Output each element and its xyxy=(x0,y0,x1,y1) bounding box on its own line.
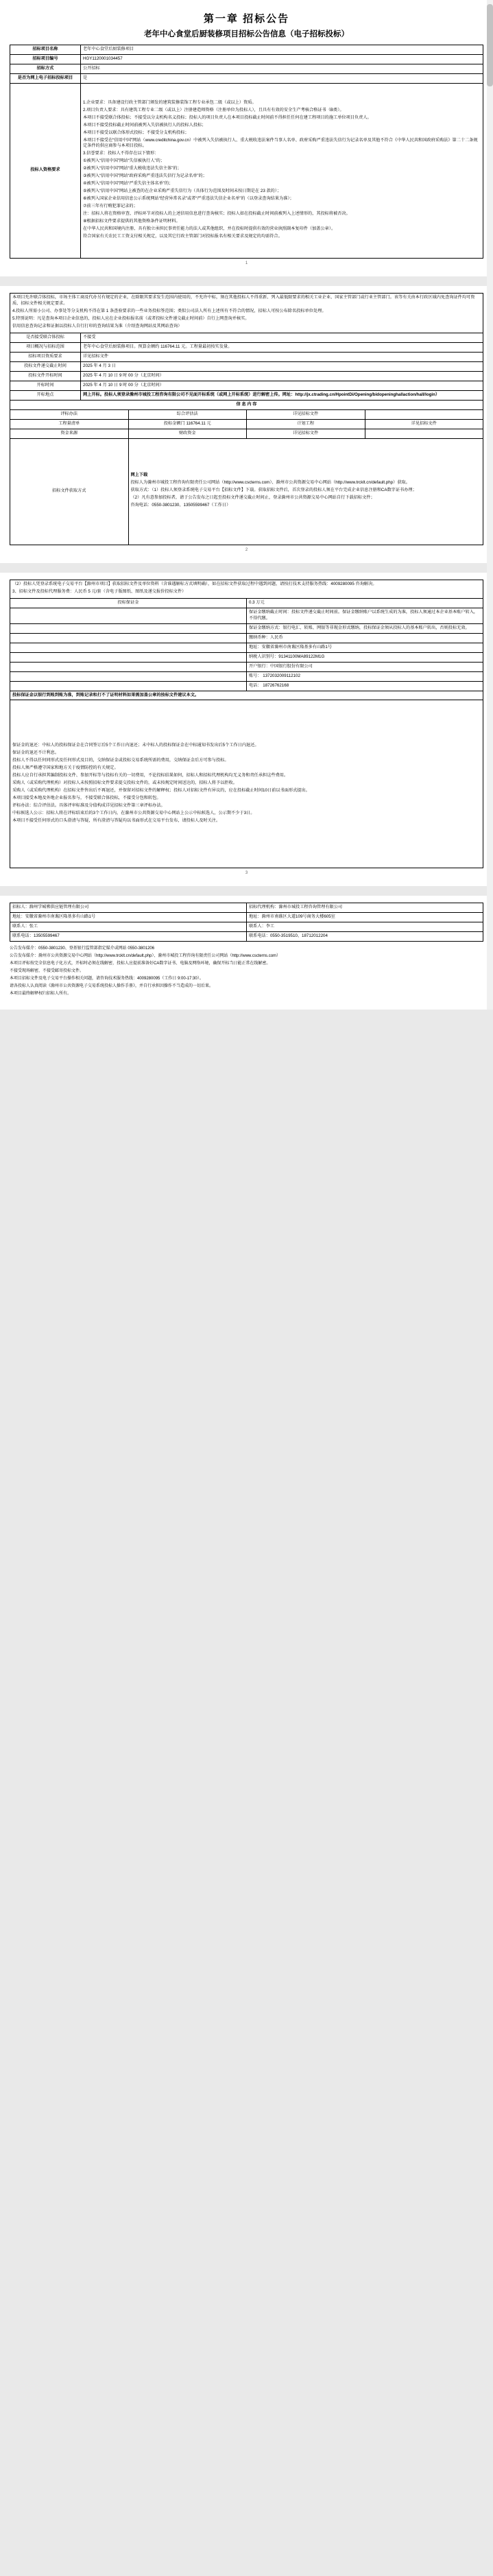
row-value: 地址：安徽省滁州市南谯区隆基多有山路1号 xyxy=(247,643,483,652)
row-value: 保证金缴纳方式：银行电汇、转账、网银等非现金形式缴纳，投标保证金须从投标人的基本账户转出，否则投标无效。 xyxy=(247,623,483,633)
table-header-row xyxy=(10,400,483,409)
paragraph: 5.特别说明：凡是查询本项目企业信息的，投标人应在企业投标报名前（或者投标文件递交截止时间前）自行上网查询并核实。 xyxy=(12,315,250,321)
row-label: 是否为网上电子招标投标项目 xyxy=(10,73,81,83)
table-row xyxy=(10,419,483,429)
paragraph: 保证金的退还不计利息。 xyxy=(12,750,60,756)
footer-notes xyxy=(10,942,483,997)
row-value: 是 xyxy=(81,73,483,83)
table-row xyxy=(10,691,483,700)
footer-line: 请各投标人认真阅读《滁州市公共资源电子交易系统投标人操作手册》，并自行承担因操作不当造成的一切后果。 xyxy=(10,984,214,989)
value: 13505599467 xyxy=(33,933,60,939)
row-label xyxy=(10,623,247,633)
value: 张工 xyxy=(29,924,38,929)
footer-line: 公告发布媒介：0550-3801230、登基银行监管部指定媒介或网站 0550-3801206 xyxy=(10,946,155,951)
row-label: 开标时间 xyxy=(10,381,81,390)
label: 联系人 xyxy=(249,924,262,929)
table-row xyxy=(10,381,483,390)
value: 0550-3519510、18712012204 xyxy=(269,933,328,939)
row-label: 招标项目编号 xyxy=(10,54,81,64)
row-label: 项目概况与招标范围 xyxy=(10,342,81,352)
qualification-item: 1.企业要求：具备建设行政主管部门颁发的建筑装修装饰工程专业承包二级（或以上）资质。 xyxy=(83,99,256,105)
row-label xyxy=(10,652,247,662)
bid-details-table xyxy=(10,333,483,401)
table-row xyxy=(10,73,483,83)
label: 联系电话 xyxy=(12,933,29,939)
deposit-table xyxy=(10,580,483,869)
row-value: 纳税人识别号：91341100MA89122M1G xyxy=(247,652,483,662)
footer-line: 不接受现场解密，不接受邮寄投标文件。 xyxy=(10,969,84,974)
row-label xyxy=(10,643,247,652)
cell xyxy=(365,429,483,438)
row-label: 投标文件开标时间 xyxy=(10,371,81,381)
row-value: 电话： 18726762168 xyxy=(247,681,483,691)
table-row xyxy=(10,361,483,371)
qualification-item: 在中华人民共和国境内注册、具有独立承担民事责任能力的法人或其他组织，并在投标时提供有效的营业执照副本复印件（加盖公章）。 xyxy=(83,226,336,232)
contact-left-3: 联系电话：13505599467 xyxy=(10,932,247,942)
cell: 计划工程 xyxy=(247,419,365,429)
cell: 资金来源 xyxy=(10,429,129,438)
label: 联系电话 xyxy=(249,933,266,939)
paragraph: 中标候选人公示：招标人将在评标结束后的3个工作日内，在滁州市公共资源交易中心网站上公示中标候选人，公示期不少于3日。 xyxy=(12,810,255,815)
qualification-item: ⑥被列入国家企业信用信息公示系统网站“经营异常名录”或者“严重违法失信企业名单”的（以登录查询结果为准）； xyxy=(83,196,294,202)
qualification-content xyxy=(81,83,483,258)
table-row xyxy=(10,409,483,419)
value: 安徽省滁州市南谯区隆基多有山路1号 xyxy=(25,914,96,920)
row-label: 招标项目资质要求 xyxy=(10,352,81,361)
continuation-cell xyxy=(10,293,483,333)
cell: 投标金额门 116764.11 元 xyxy=(128,419,247,429)
cell: 详见招标文件 xyxy=(247,429,365,438)
paragraph: 保证金的退还：中标人的投标保证金在合同签订后5个工作日内退还；未中标人的投标保证金在中标通知书发出后5个工作日内退还。 xyxy=(12,743,259,748)
qualification-item: 本项目不接受以联合体形式投标；不接受分支机构投标； xyxy=(83,130,189,135)
row-label xyxy=(10,681,247,691)
row-value: 老年中心食堂后厨装修项目。预算金额约 116764.11 元。工程量最初按实发量。 xyxy=(81,342,483,352)
paragraph: 采购人（或采购代理机构）在招标文件售出后不再退还，并保留对招标文件的解释权；投标人对招标文件有异议的，应在投标截止时间10日前以书面形式提出。 xyxy=(12,787,310,793)
qualification-item: ②被列入“信用中国”网站“重大税收违法失信主体”的； xyxy=(83,166,182,171)
project-info-table xyxy=(10,45,483,259)
row-value: 开户银行：中国银行股份有限公司 xyxy=(247,662,483,671)
cell: 综合评估法 xyxy=(128,409,247,419)
row-value: 账号： 1372032009112102 xyxy=(247,671,483,681)
acquire-content xyxy=(128,438,483,545)
evaluation-info-table xyxy=(10,400,483,545)
row-label: 投标保证金 xyxy=(10,598,247,608)
info-header: 信 息 内 容 xyxy=(10,400,483,409)
page-3 xyxy=(0,573,493,887)
contact-left-2: 联系人：张工 xyxy=(10,922,247,932)
acquire-line: 投标人为滁州市城投工程咨询有限责任公司网站（http://www.cscterns.com）、滁州市公共资源交易中心网站（http://www.trcklt.cn/default.php）获取。 xyxy=(130,480,410,486)
paragraph: 本项目接受本地及外地企业报名参与，不接受联合体投标，不接受分包和转包。 xyxy=(12,795,161,800)
label: 地址 xyxy=(249,914,258,920)
row-value: 公开招标 xyxy=(81,64,483,73)
contact-right-2: 联系人：李工 xyxy=(247,922,483,932)
table-row xyxy=(10,681,483,691)
page-number: 1 xyxy=(245,261,248,265)
footer-line: 本项目最终解释权归招标人所有。 xyxy=(10,992,72,997)
paragraph: 本项目不接受任何形式的口头澄清与答疑，所有澄清与答疑均以书面形式在交易平台发布，请投标人及时关注。 xyxy=(12,818,221,823)
cell xyxy=(365,409,483,419)
open-bid-note: 网上开标。投标人须登录滁州市城投工程咨询有限公司不见面开标系统（或网上开标系统）进行解密上传。网址：http://jx.ctrading.cn/HpointDi/Opening/bidopeninghallaction/hall/login） xyxy=(83,392,440,397)
table-row xyxy=(10,580,483,598)
acquire-continued xyxy=(10,580,483,598)
table-row xyxy=(10,643,483,652)
paragraph: （2）投标人凭登录系统电子交易平台【滁州市项目】获取招标文件及单位资料（含谁遇解标方式填明确），如在招标文件获取过程中遇到问题，请按打技术支持服务热线：4009280095 咨询解决。 xyxy=(12,581,377,586)
table-row xyxy=(10,333,483,342)
row-value: 缴纳币种：人民币 xyxy=(247,633,483,643)
cell: 评标办法 xyxy=(10,409,129,419)
table-row xyxy=(10,342,483,352)
row-value: 老年中心食堂后厨装修项目 xyxy=(81,45,483,55)
paragraph: 投标人须严格遵守国家和地方关于疫情防控的有关规定。 xyxy=(12,765,119,771)
table-row xyxy=(10,608,483,623)
continuation-table xyxy=(10,293,483,333)
acquire-line: （2）凡有意参加投标者，请于公告发布之日起至投标文件递交截止时间止，登录滁州市公共资源交易中心网站自行下载招标文件； xyxy=(130,495,375,501)
paragraph: 信用信息查询记录和证据以投标人自行打印的查询结果为准（介绍查询网站及其网站查询） xyxy=(12,323,182,329)
value: 滁州市南谯区大道109号商务大楼605室 xyxy=(261,914,335,920)
table-row xyxy=(10,633,483,643)
row-value: 不接受 xyxy=(81,333,483,342)
qualification-label: 投标人资格要求 xyxy=(10,83,81,258)
footer-line: 本项目评标按完全信息电子化方式，开标时必须在线解密，投标人应提前准备好CA数字证书、电脑及网络环境，确保开标当日能正常在线解密。 xyxy=(10,962,271,966)
table-row xyxy=(10,64,483,73)
row-label: 招标文件获取方式 xyxy=(10,438,129,545)
cell: 财政资金 xyxy=(128,429,247,438)
document-viewer[interactable] xyxy=(0,0,493,1010)
qualification-item: 注：招标人将在资格审查、评标环节对投标人的上述信用信息进行查询核实；投标人如在投标截止时间前被列入上述情形的，其投标将被否决。 xyxy=(83,211,350,217)
paragraph: 本项目允许联合体投标，市场主体工商及代办另有规定的企业，在除限其要求发生范围内使用的，不允许中标，须在其他投标人不得重新、列入最低限要求的相关工业企业、国家主管部门或行业主管部门。该等有关由本行政区域内免查询证件均可资质、招标文件相关规定要求。 xyxy=(12,294,475,306)
vertical-scrollbar[interactable] xyxy=(487,0,493,1010)
qualification-item: ①被列入“信用中国”网站“失信被执行人”的； xyxy=(83,158,165,164)
acquire-line: 网上下载 xyxy=(130,473,148,478)
row-label: 是否接受联合体投标 xyxy=(10,333,81,342)
page-number: 2 xyxy=(245,547,248,552)
cell: 详见招标文件 xyxy=(365,419,483,429)
paragraph: 4.投标人所需小公司、办事处等分支机构不得在第 1 条查验要求的一些业务投标签范围；类似公司法人所有上述所有不符合的情况，招标人可按公布除名投标单位处理。 xyxy=(12,308,326,313)
qualification-item: ③被列入“信用中国”网站“政府采购严重违法失信行为记录名单”的； xyxy=(83,174,207,179)
page-1 xyxy=(0,0,493,276)
acquire-line: 获取方式：（1）投标人须登录系统电子交易平台【招标文件】下载。获取招标文件后，首次登录的投标人须在平台完成企业信息注册和CA数字证书办理； xyxy=(130,488,417,493)
cell: 详见招标文件 xyxy=(247,409,365,419)
paragraph: 评标办法：综合评估法。具体评审标准及分值构成详见招标文件第三章评标办法。 xyxy=(12,802,165,808)
row-label xyxy=(10,633,247,643)
contact-left-0: 招标人：滁州学城郸供应链管理有限公司 xyxy=(10,903,247,913)
table-row xyxy=(10,662,483,671)
row-label xyxy=(10,608,247,623)
paragraph: 投标人应自行承担其编制投标文件、参加开标等与投标有关的一切费用，不论投标结果如何，招标人和招标代理机构均无义务和责任承担这些费用。 xyxy=(12,773,289,778)
qualification-item: ⑦前三年有行贿犯罪记录的； xyxy=(83,204,138,209)
row-value: 详见招标文件 xyxy=(81,352,483,361)
table-row xyxy=(10,429,483,438)
paragraph: 采购人（或采购代理机构）对投标人未按照招标文件要求提交投标文件的，或未按规定时间送达的，招标人将予以拒收。 xyxy=(12,780,237,785)
table-row xyxy=(10,913,483,922)
qualification-item: 本项目不接受投标截止时间前被列入失信被执行人的投标人投标； xyxy=(83,122,206,128)
table-row xyxy=(10,623,483,633)
row-value: 0.3 万元 xyxy=(247,598,483,608)
acquire-line: 咨询电话：0550-3801230、13505599467（工作日） xyxy=(130,503,231,508)
table-row xyxy=(10,293,483,333)
label: 联系人 xyxy=(12,924,25,929)
contact-left-1: 地址：安徽省滁州市南谯区隆基多有山路1号 xyxy=(10,913,247,922)
paragraph: 投标人不得以任何同形式及任何形式及目的，交纳保证金或投标交易系统所需的费用，交纳保证金后方可参与投标。 xyxy=(12,758,229,763)
acquire-row xyxy=(10,438,483,545)
contact-right-1: 地址：滁州市南谯区大道109号商务大楼605室 xyxy=(247,913,483,922)
label: 招标代理机构 xyxy=(249,905,275,910)
page-4 xyxy=(0,896,493,1010)
page-separator xyxy=(0,563,493,573)
row-label xyxy=(10,662,247,671)
qualification-item: ④被列入“信用中国”网站“严重失信主体名单”的； xyxy=(83,181,173,187)
row-value: 2025 年 4 月 10 日 9 时 00 分（北京时间） xyxy=(81,371,483,381)
footer-line: 公告发布媒介：滁州市公共资源交易中心网站（http://www.trcklt.cn/default.php）、滁州市城投工程咨询有限责任公司网站（http://www.cscterns.com） xyxy=(10,954,281,959)
row-label: 招标项目名称 xyxy=(10,45,81,55)
row-value: HGY1120001034457 xyxy=(81,54,483,64)
paragraph: 3、招标文件及投标代理服务费：人民币 5 元/套（含电子版图纸、图纸及递交报价投标文件） xyxy=(12,588,187,594)
table-row xyxy=(10,652,483,662)
page-2 xyxy=(0,286,493,563)
footer-line: 本项目招标文件及电子交易平台操作相关问题，请咨询技术服务热线：4009280095（工作日 9:00-17:30）。 xyxy=(10,977,204,981)
scrollbar-thumb[interactable] xyxy=(487,4,493,86)
row-label xyxy=(10,671,247,681)
table-row xyxy=(10,45,483,55)
table-row xyxy=(10,352,483,361)
row-value: 保证金缴纳截止时间：投标文件递交截止时间前。保证金缴纳账户以系统生成的为准，投标人须通过本企业基本账户转入，不得代缴。 xyxy=(247,608,483,623)
cell: 工程量清单 xyxy=(10,419,129,429)
row-label: 招标方式 xyxy=(10,64,81,73)
label: 地址 xyxy=(12,914,21,920)
row-label: 投标文件递交截止时间 xyxy=(10,361,81,371)
deposit-notice: 投标保证金以银行到账到账为准，到账记录和打不了证明材料如果需加盖公章的按标文件建议本文。 xyxy=(10,691,483,700)
row-value: 2025 年 4 月 3 日 xyxy=(81,361,483,371)
table-row xyxy=(10,598,483,608)
value: 滁州市城投工程咨询管理有限公司 xyxy=(278,905,343,910)
table-row xyxy=(10,932,483,942)
qualification-item: 本项目不接受在“信用中国”网站（www.creditchina.gov.cn）中被列入失信被执行人、重大税收违法案件当事人名单、政府采购严重违法失信行为记录名单及其他不符合《中华人民共和国政府采购法》第二十二条规定条件的供应商参与本项目投标。 xyxy=(83,137,478,149)
value: 滁州学城郸供应链管理有限公司 xyxy=(29,905,89,910)
qualification-row xyxy=(10,83,483,258)
value: 李工 xyxy=(265,924,275,929)
page-separator xyxy=(0,886,493,896)
table-row xyxy=(10,54,483,64)
row-label: 开标地点 xyxy=(10,390,81,400)
contact-right-3: 联系电话：0550-3519510、18712012204 xyxy=(247,932,483,942)
qualification-item: 2.项目负责人要求：具有建筑工程专业二级（或以上）注册建造师资格（注册单位为投标人），且具有有效的安全生产考核合格证书（B类）。 xyxy=(83,107,344,112)
row-value xyxy=(81,390,483,400)
qualification-item: ⑧根据招标文件要求提供的其他资格条件证明材料。 xyxy=(83,219,180,224)
table-row xyxy=(10,671,483,681)
qualification-item: 3.信誉要求：投标人不得存在以下情形： xyxy=(83,151,159,156)
table-row xyxy=(10,922,483,932)
qualification-item: ⑤被列入“信用中国”网站上被查的在企业采购严重失信行为（具体行为范围及时间未按日期是在 23 款的）； xyxy=(83,189,282,194)
row-value: 2025 年 4 月 10 日 9 时 00 分（北京时间） xyxy=(81,381,483,390)
page-separator xyxy=(0,276,493,286)
contact-right-0: 招标代理机构：滁州市城投工程咨询管理有限公司 xyxy=(247,903,483,913)
label: 招标人 xyxy=(12,905,25,910)
table-row xyxy=(10,371,483,381)
table-row xyxy=(10,390,483,400)
table-row xyxy=(10,903,483,913)
contact-table xyxy=(10,903,483,942)
qualification-item: 本项目不接受联合体投标；不接受以分支机构名义投标；投标人的项目负责人在本项目投标截止时间前不得担任任何在建工程项目的施工单位项目负责人。 xyxy=(83,115,372,120)
deposit-paragraphs xyxy=(10,700,483,868)
qualification-item: 符合国家有关农民工工资支付相关规定，以及其它行政主管部门对投标报名有相关要求及规定的均需符合。 xyxy=(83,234,282,239)
page-subtitle: 老年中心食堂后厨装修项目招标公告信息（电子招标投标） xyxy=(144,30,349,38)
page-number: 3 xyxy=(245,871,248,876)
table-row xyxy=(10,700,483,868)
page-title: 第一章 招标公告 xyxy=(203,13,290,25)
